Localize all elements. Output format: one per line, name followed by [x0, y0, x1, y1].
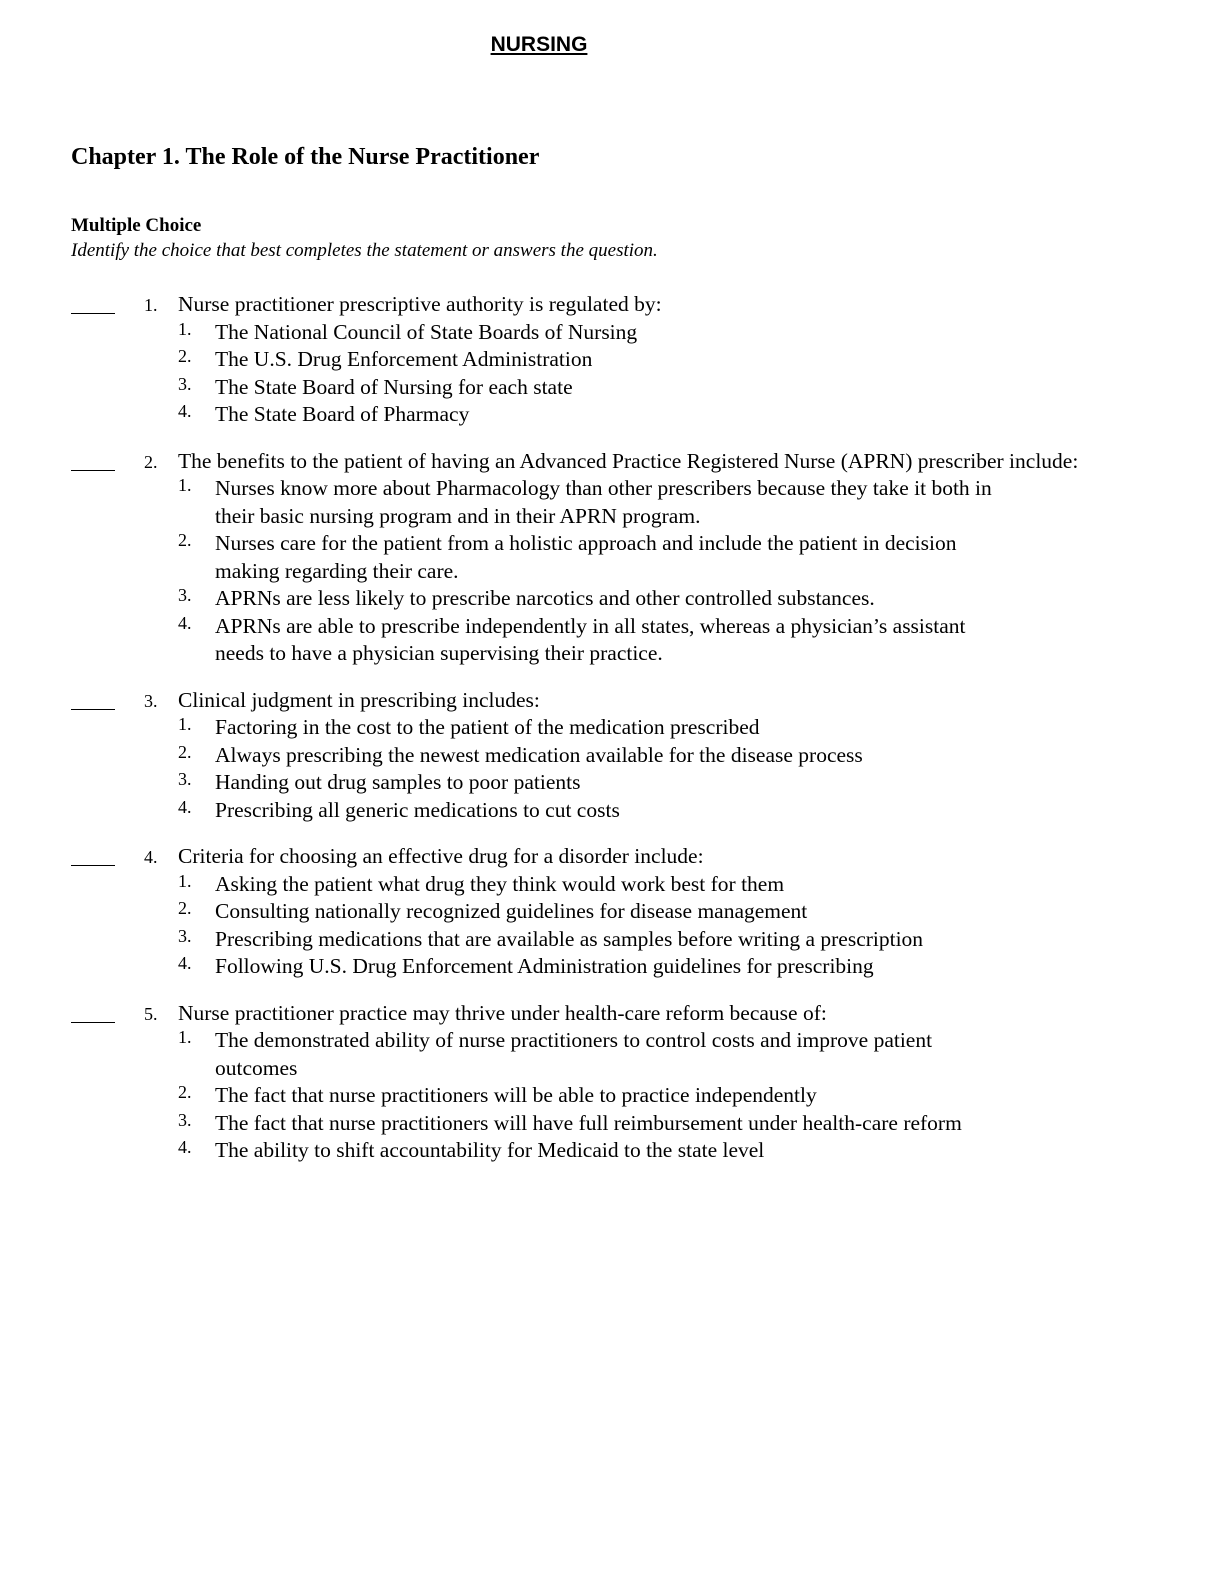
choice-number: 2.	[178, 1082, 192, 1102]
choice-item	[178, 401, 1015, 429]
choice-list	[0, 319, 1224, 429]
choice-number: 3.	[178, 373, 192, 394]
choice-text: The State Board of Pharmacy	[215, 402, 470, 426]
choice-number: 2.	[178, 530, 192, 550]
choice-text: The fact that nurse practitioners will be able to practice independently	[215, 1083, 817, 1107]
choice-item	[178, 925, 1015, 954]
section-heading: Multiple Choice	[71, 215, 202, 236]
choice-text: The ability to shift accountability for Medicaid to the state level	[215, 1138, 765, 1162]
choice-text: Nurses care for the patient from a holistic approach and include the patient in decision making regarding their care.	[215, 531, 957, 583]
choice-item	[178, 346, 1015, 374]
choice-number: 4.	[178, 796, 192, 817]
choice-list	[0, 871, 1224, 981]
choice-number: 1.	[178, 870, 192, 891]
question-stem: Clinical judgment in prescribing includes:	[178, 687, 540, 712]
answer-blank[interactable]	[71, 687, 115, 710]
question-number: 5.	[144, 1003, 158, 1024]
choice-text: The demonstrated ability of nurse practitioners to control costs and improve patient outcomes	[215, 1028, 933, 1080]
answer-blank[interactable]	[71, 448, 115, 471]
choice-number: 2.	[178, 741, 192, 762]
choice-text: The State Board of Nursing for each state	[215, 374, 573, 399]
question-stem: The benefits to the patient of having an Advanced Practice Registered Nurse (APRN) prescriber include:	[178, 448, 1079, 473]
question-stem: Nurse practitioner practice may thrive under health-care reform because of:	[178, 1000, 827, 1025]
choice-item	[178, 612, 1015, 668]
choice-number: 1.	[178, 714, 192, 734]
answer-blank[interactable]	[71, 843, 115, 866]
choice-text: Always prescribing the newest medication available for the disease process	[215, 742, 863, 767]
choice-item	[178, 1109, 1015, 1138]
question-2	[0, 448, 1224, 668]
choice-list	[0, 714, 1224, 824]
choice-number: 4.	[178, 953, 192, 973]
document-top-title: NURSING	[490, 33, 588, 56]
question-number: 2.	[144, 451, 158, 472]
choice-text: The fact that nurse practitioners will have full reimbursement under health-care reform	[215, 1110, 962, 1135]
chapter-title: Chapter 1. The Role of the Nurse Practitioner	[71, 144, 540, 170]
choice-number: 1.	[178, 1027, 192, 1047]
choice-text: Factoring in the cost to the patient of the medication prescribed	[215, 715, 760, 739]
question-number: 4.	[144, 847, 158, 867]
choice-number: 3.	[178, 925, 192, 946]
question-list	[0, 291, 1224, 1184]
choice-text: APRNs are able to prescribe independently in all states, whereas a physician’s assistant needs to have a physician supervising their practice.	[215, 613, 966, 665]
choice-number: 2.	[178, 346, 192, 366]
choice-item	[178, 796, 1015, 825]
answer-blank[interactable]	[71, 1000, 115, 1023]
choice-text: Prescribing all generic medications to cut costs	[215, 797, 620, 822]
choice-text: The U.S. Drug Enforcement Administration	[215, 347, 593, 371]
choice-item	[178, 1082, 1015, 1110]
choice-text: APRNs are less likely to prescribe narcotics and other controlled substances.	[215, 586, 875, 610]
choice-number: 2.	[178, 898, 192, 918]
choice-item	[178, 741, 1015, 770]
question-5	[0, 1000, 1224, 1165]
choice-item	[178, 475, 1015, 530]
question-1	[0, 291, 1224, 429]
choice-item	[178, 1027, 1015, 1082]
question-4	[0, 843, 1224, 981]
choice-number: 3.	[178, 769, 192, 789]
choice-text: Consulting nationally recognized guidelines for disease management	[215, 899, 808, 923]
choice-item	[178, 585, 1015, 613]
question-number: 3.	[144, 690, 158, 711]
choice-item	[178, 870, 1015, 899]
question-3	[0, 687, 1224, 825]
instructions-text: Identify the choice that best completes the statement or answers the question.	[71, 240, 658, 261]
choice-item	[178, 714, 1015, 742]
choice-text: The National Council of State Boards of Nursing	[215, 319, 638, 344]
choice-text: Nurses know more about Pharmacology than other prescribers because they take it both in their basic nursing program and in their APRN program.	[215, 476, 992, 528]
choice-item	[178, 373, 1015, 402]
choice-text: Following U.S. Drug Enforcement Administration guidelines for prescribing	[215, 954, 874, 978]
question-stem: Criteria for choosing an effective drug for a disorder include:	[178, 844, 704, 868]
choice-number: 3.	[178, 585, 192, 605]
choice-item	[178, 898, 1015, 926]
choice-number: 1.	[178, 475, 192, 495]
choice-number: 3.	[178, 1109, 192, 1130]
choice-number: 4.	[178, 612, 192, 633]
choice-number: 4.	[178, 1137, 192, 1157]
choice-item	[178, 953, 1015, 981]
choice-list	[0, 475, 1224, 668]
choice-item	[178, 530, 1015, 585]
choice-text: Prescribing medications that are available as samples before writing a prescription	[215, 926, 924, 951]
question-number: 1.	[144, 295, 158, 315]
answer-blank[interactable]	[71, 291, 115, 314]
choice-item	[178, 769, 1015, 797]
choice-list	[0, 1027, 1224, 1165]
choice-text: Handing out drug samples to poor patients	[215, 770, 581, 794]
choice-text: Asking the patient what drug they think would work best for them	[215, 871, 785, 896]
choice-number: 4.	[178, 401, 192, 421]
choice-number: 1.	[178, 318, 192, 339]
choice-item	[178, 318, 1015, 347]
question-stem: Nurse practitioner prescriptive authority is regulated by:	[178, 292, 662, 316]
choice-item	[178, 1137, 1015, 1165]
